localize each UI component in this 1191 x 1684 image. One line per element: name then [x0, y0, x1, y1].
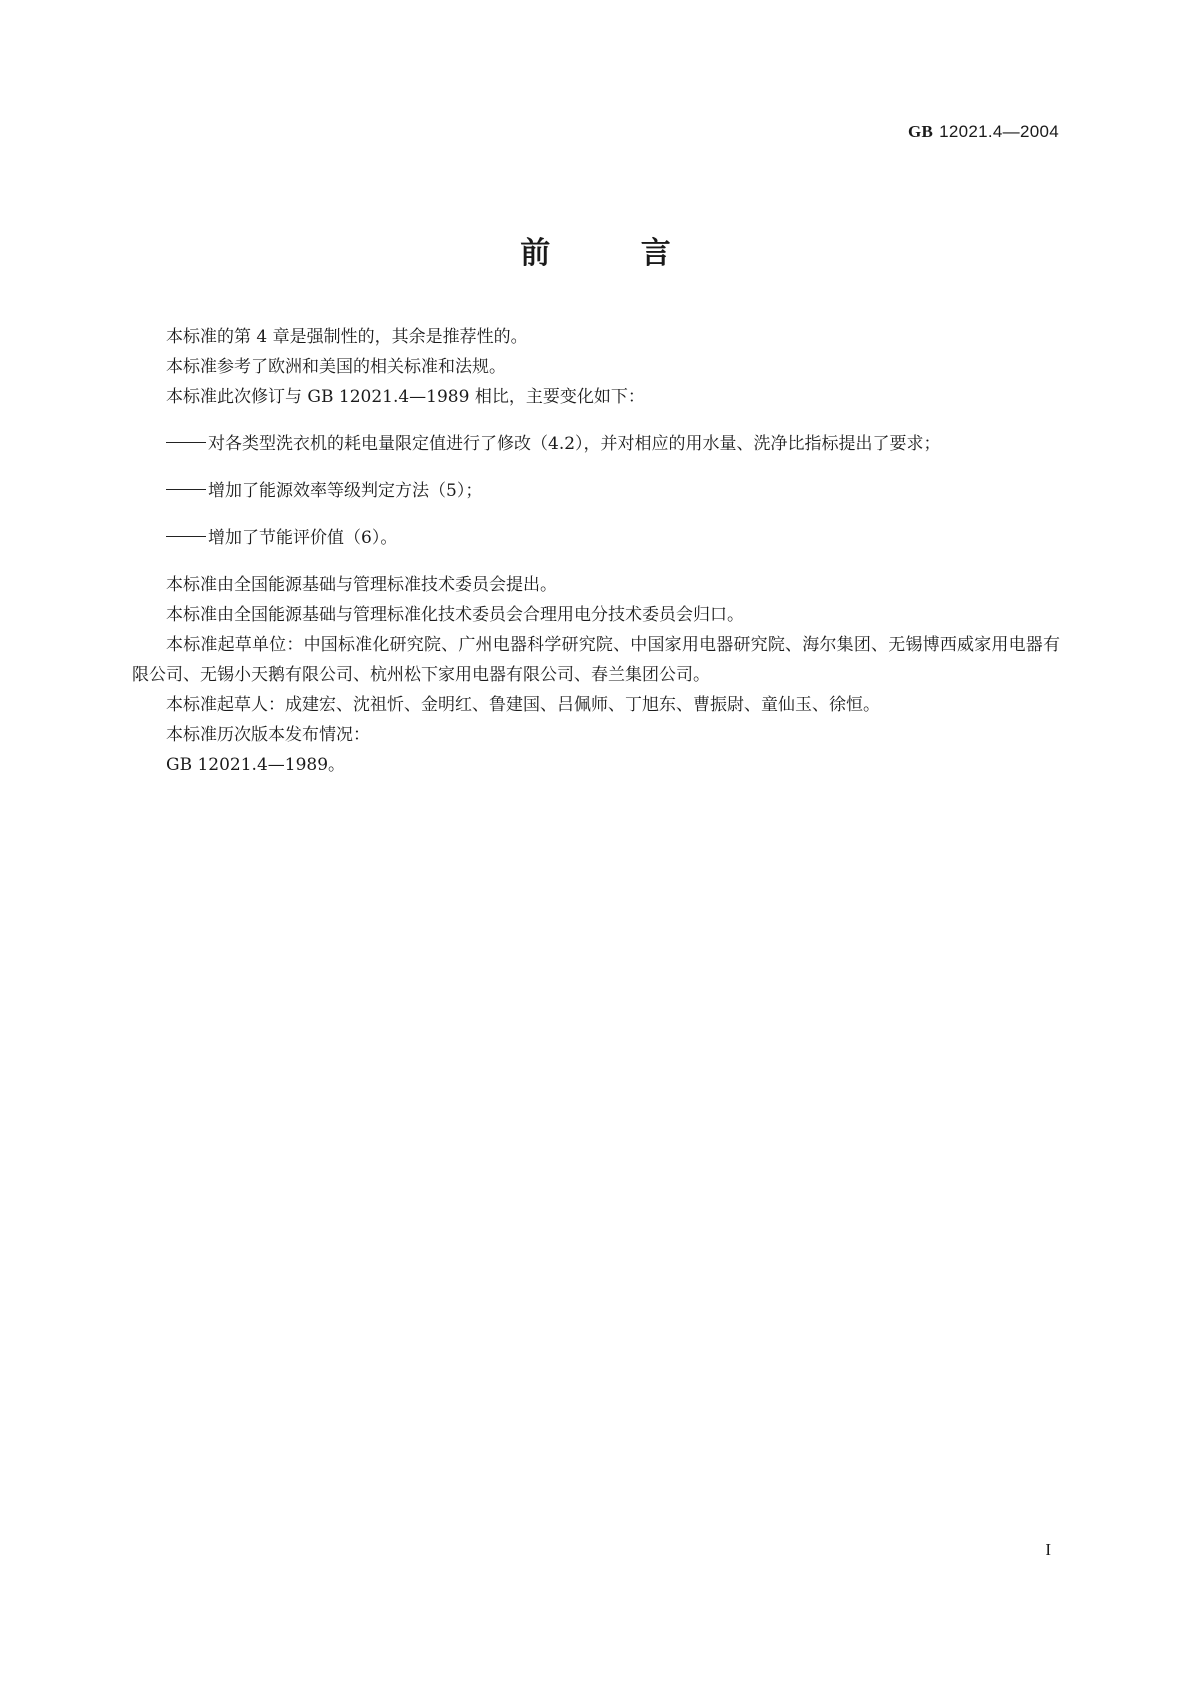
list-item [132, 523, 1060, 553]
standard-prefix: GB [907, 122, 934, 141]
paragraph-drafting-units: 本标准起草单位：中国标准化研究院、广州电器科学研究院、中国家用电器研究院、海尔集团、无锡博西威家用电器有限公司、无锡小天鹅有限公司、杭州松下家用电器有限公司、春兰集团公司。 [132, 635, 1060, 685]
paragraph-administration: 本标准由全国能源基础与管理标准化技术委员会合理用电分技术委员会归口。 [166, 605, 744, 625]
page-title: 前 言 [520, 236, 711, 271]
paragraph-reference: 本标准参考了欧洲和美国的相关标准和法规。 [166, 357, 506, 377]
list-item-text: 增加了能源效率等级判定方法（5）； [208, 481, 483, 501]
foreword-body [132, 322, 1060, 780]
dash-marker [166, 442, 206, 443]
paragraph-mandatory: 本标准的第 4 章是强制性的，其余是推荐性的。 [166, 327, 528, 347]
standard-code [908, 122, 1059, 142]
page-number: I [1045, 1540, 1051, 1559]
paragraph-previous-edition: GB 12021.4—1989。 [166, 755, 346, 775]
paragraph-revision: 本标准此次修订与 GB 12021.4—1989 相比，主要变化如下： [166, 387, 645, 407]
standard-number: 12021.4—2004 [939, 122, 1059, 141]
dash-marker [166, 489, 206, 490]
paragraph-history: 本标准历次版本发布情况： [166, 725, 370, 745]
list-item-text: 增加了节能评价值（6）。 [208, 528, 398, 548]
list-item [132, 429, 1060, 459]
list-item-text: 对各类型洗衣机的耗电量限定值进行了修改（4.2），并对相应的用水量、洗净比指标提出了要求； [208, 434, 941, 454]
paragraph-drafters: 本标准起草人：成建宏、沈祖忻、金明红、鲁建国、吕佩师、丁旭东、曹振尉、童仙玉、徐恒。 [166, 695, 880, 715]
dash-marker [166, 536, 206, 537]
list-item [132, 476, 1060, 506]
paragraph-proposer: 本标准由全国能源基础与管理标准技术委员会提出。 [166, 575, 557, 595]
